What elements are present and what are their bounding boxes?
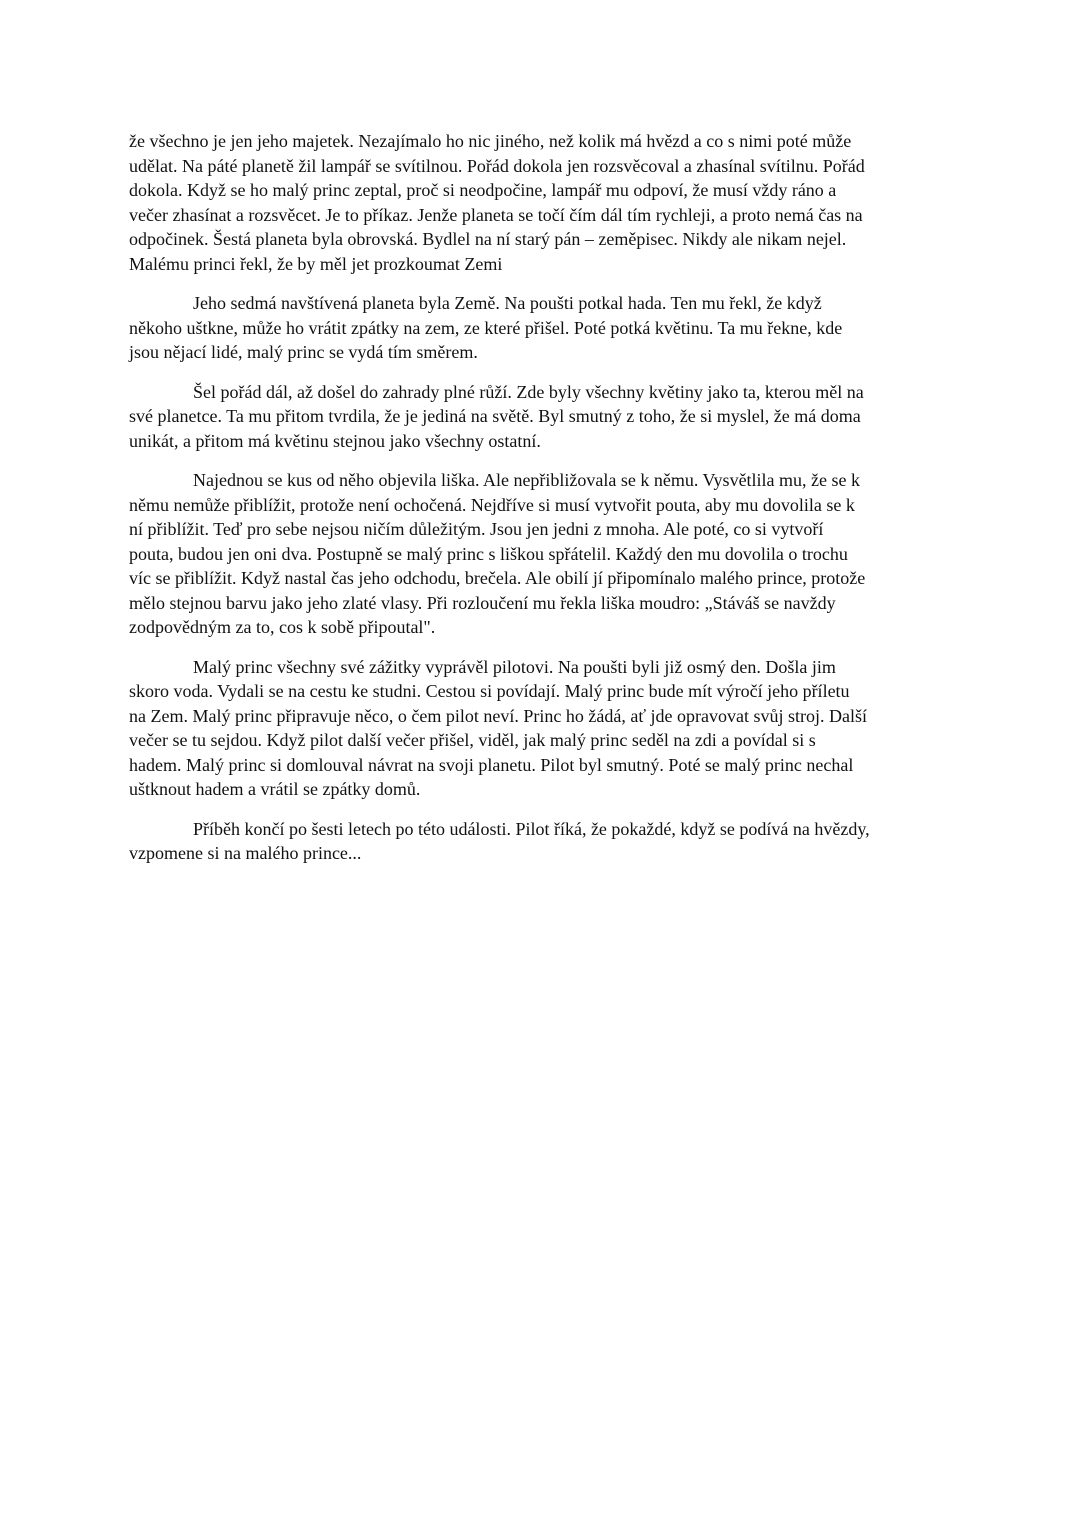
text-line: skoro voda. Vydali se na cestu ke studni. Cestou si povídají. Malý princ bude mít výročí jeho příletu bbox=[129, 681, 850, 701]
paragraph bbox=[129, 129, 959, 276]
text-line: jsou nějací lidé, malý princ se vydá tím směrem. bbox=[129, 342, 478, 362]
text-line: mělo stejnou barvu jako jeho zlaté vlasy. Při rozloučení mu řekla liška moudro: „Stáváš se navždy bbox=[129, 592, 836, 613]
text-line: večer zhasínat a rozsvěcet. Je to příkaz. Jenže planeta se točí čím dál tím rychleji, a proto nemá čas na bbox=[129, 204, 863, 225]
text-line: vzpomene si na malého prince... bbox=[129, 843, 362, 863]
document-page bbox=[129, 129, 959, 881]
text-line: udělat. Na páté planetě žil lampář se svítilnou. Pořád dokola jen rozsvěcoval a zhasínal svítilnu. Pořád bbox=[129, 155, 865, 176]
text-line: že všechno je jen jeho majetek. Nezajímalo ho nic jiného, než kolik má hvězd a co s nimi poté může bbox=[129, 131, 852, 151]
paragraph bbox=[129, 655, 959, 802]
text-line: Najednou se kus od něho objevila liška. Ale nepřibližovala se k němu. Vysvětlila mu, že se k bbox=[193, 470, 861, 490]
text-line: Malý princ všechny své zážitky vyprávěl pilotovi. Na poušti byli již osmý den. Došla jim bbox=[193, 656, 836, 677]
text-line: Malému princi řekl, že by měl jet prozkoumat Zemi bbox=[129, 253, 503, 274]
text-line: pouta, budou jen oni dva. Postupně se malý princ s liškou spřátelil. Každý den mu dovolila o trochu bbox=[129, 543, 848, 564]
text-line: Příběh končí po šesti letech po této události. Pilot říká, že pokaždé, když se podívá na hvězdy, bbox=[193, 818, 870, 839]
paragraph bbox=[129, 468, 959, 640]
paragraph bbox=[129, 817, 959, 866]
text-line: víc se přiblížit. Když nastal čas jeho odchodu, brečela. Ale obilí jí připomínalo malého prince, protože bbox=[129, 568, 866, 588]
paragraph bbox=[129, 380, 959, 454]
text-line: Šel pořád dál, až došel do zahrady plné růží. Zde byly všechny květiny jako ta, kterou měl na bbox=[193, 381, 864, 402]
text-line: hadem. Malý princ si domlouval návrat na svoji planetu. Pilot byl smutný. Poté se malý princ nechal bbox=[129, 754, 854, 775]
text-line: němu nemůže přiblížit, protože není ochočená. Nejdříve si musí vytvořit pouta, aby mu dovolila se k bbox=[129, 494, 855, 515]
text-line: večer se tu sejdou. Když pilot další večer přišel, viděl, jak malý princ seděl na zdi a povídal si s bbox=[129, 730, 816, 750]
text-line: unikát, a přitom má květinu stejnou jako všechny ostatní. bbox=[129, 430, 541, 451]
paragraph bbox=[129, 291, 959, 365]
text-line: dokola. Když se ho malý princ zeptal, proč si neodpočine, lampář mu odpoví, že musí vždy ráno a bbox=[129, 180, 837, 200]
text-line: ní přiblížit. Teď pro sebe nejsou ničím důležitým. Jsou jen jedni z mnoha. Ale poté, co si vytvoří bbox=[129, 519, 824, 539]
text-line: své planetce. Ta mu přitom tvrdila, že je jediná na světě. Byl smutný z toho, že si myslel, že má doma bbox=[129, 406, 861, 426]
text-line: odpočinek. Šestá planeta byla obrovská. Bydlel na ní starý pán – zeměpisec. Nikdy ale nikam nejel. bbox=[129, 229, 847, 249]
text-line: někoho uštkne, může ho vrátit zpátky na zem, ze které přišel. Poté potká květinu. Ta mu řekne, kde bbox=[129, 317, 843, 338]
text-line: uštknout hadem a vrátil se zpátky domů. bbox=[129, 779, 421, 799]
text-line: Jeho sedmá navštívená planeta byla Země. Na poušti potkal hada. Ten mu řekl, že když bbox=[193, 293, 822, 313]
text-line: zodpovědným za to, cos k sobě připoutal". bbox=[129, 617, 436, 637]
text-line: na Zem. Malý princ připravuje něco, o čem pilot neví. Princ ho žádá, ať jde opravovat svůj stroj. Další bbox=[129, 705, 867, 726]
